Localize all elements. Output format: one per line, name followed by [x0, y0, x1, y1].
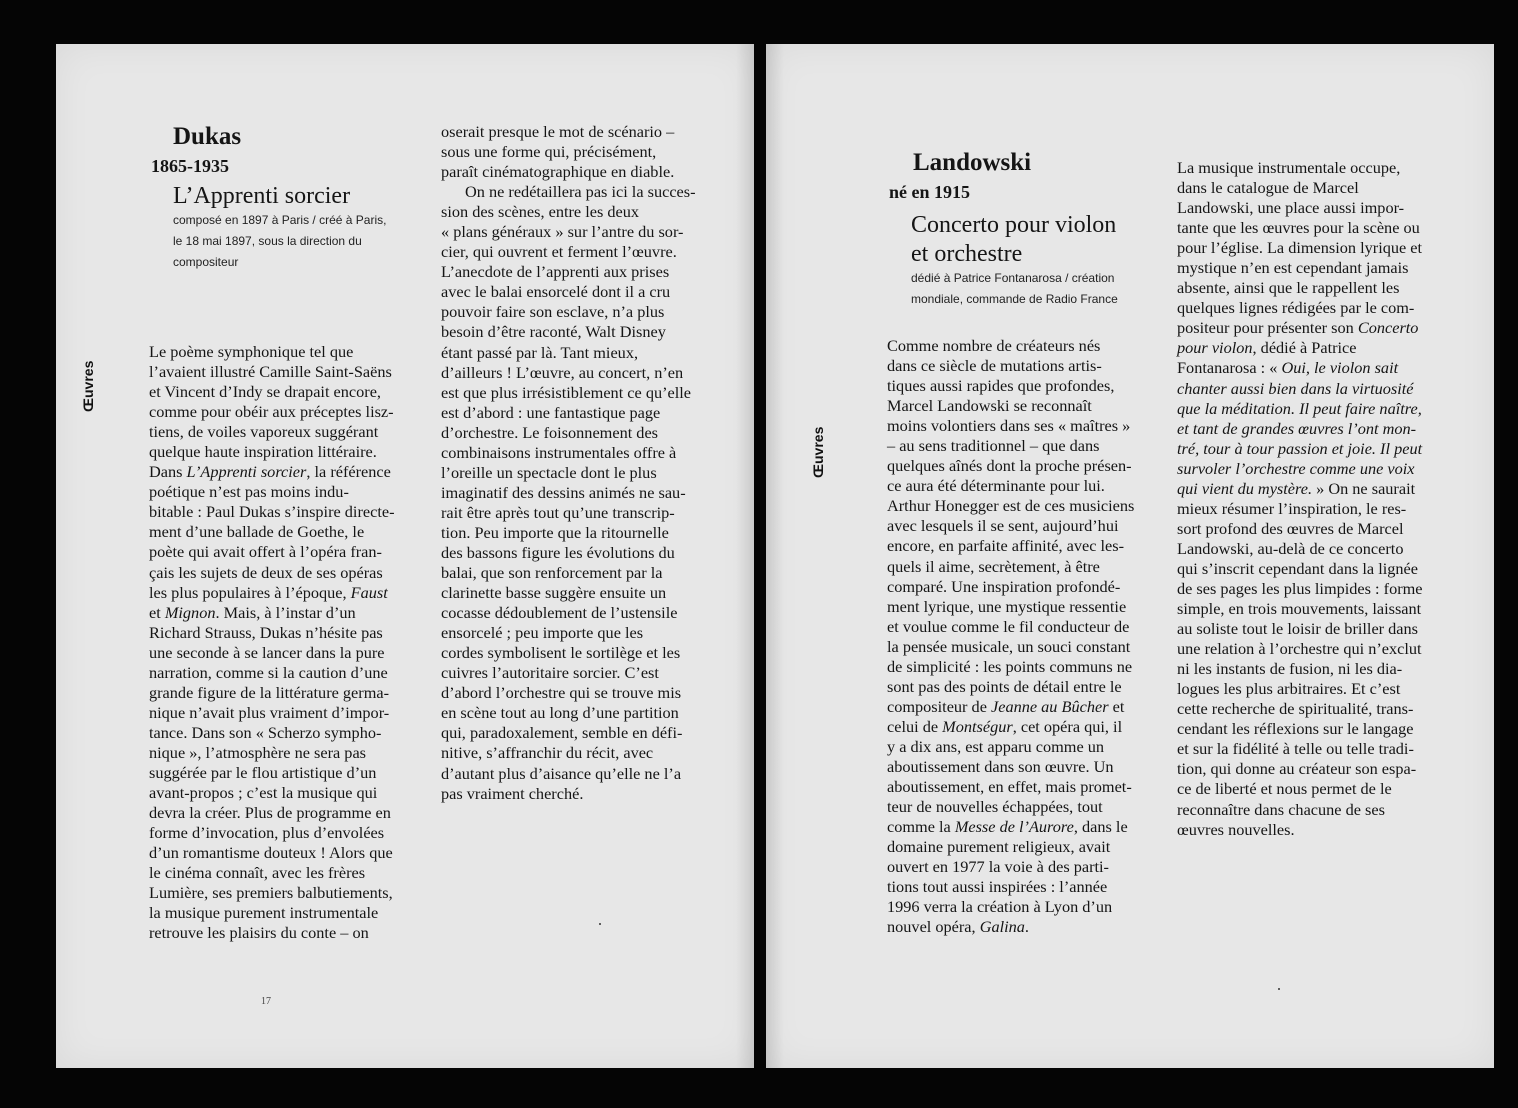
text-line: tance. Dans son « Scherzo sympho-: [149, 722, 382, 742]
text-line: ouvert en 1977 la voie à des parti-: [887, 857, 1109, 877]
text-line: L’anecdote de l’apprenti aux prises: [441, 262, 670, 282]
italic-text: Concerto: [1357, 318, 1419, 338]
text-line: cette recherche de spiritualité, trans-: [1177, 699, 1414, 719]
work-title-line: et orchestre: [911, 241, 1023, 267]
italic-text: Mignon: [164, 602, 216, 622]
composer-dates: né en 1915: [889, 182, 970, 202]
text-line: aboutissement dans son œuvre. Un: [887, 756, 1114, 776]
italic-text: et tant de grandes œuvres l’ont mon-: [1177, 418, 1417, 438]
text-line: une relation à l’orchestre qui n’exclut: [1177, 639, 1422, 659]
text-line: ment lyrique, une mystique ressentie: [887, 596, 1127, 616]
paragraph: [887, 336, 1177, 937]
credit-line: mondiale, commande de Radio France: [911, 292, 1118, 306]
text-line: [1177, 439, 1477, 459]
text-line: pour violon, dédié à Patrice: [1177, 338, 1357, 358]
text-line: le cinéma connaît, avec les frères: [149, 863, 366, 883]
text-line: balai, que son renforcement par la: [441, 563, 663, 583]
text-line: de ses pages les plus limpides : forme: [1177, 578, 1423, 598]
text-line: [1177, 399, 1477, 419]
text-line: – au sens traditionnel – que dans: [887, 436, 1100, 456]
text-line: d’autant plus d’aisance qu’elle ne l’a: [441, 763, 682, 783]
text-line: ce aura été déterminante pour lui.: [887, 476, 1105, 496]
credit-line: compositeur: [173, 255, 239, 269]
text-line: au soliste tout le loisir de briller dans: [1177, 619, 1419, 639]
text-line: Le poème symphonique tel que: [149, 342, 354, 361]
text-line: avec le balai ensorcelé dont il a cru: [441, 282, 671, 302]
paragraph: [149, 342, 439, 943]
italic-text: pour violon: [1177, 338, 1253, 358]
text-line: oserait presque le mot de scénario –: [441, 122, 675, 141]
text-line: poétique n’est pas moins indu-: [149, 482, 349, 502]
text-line: Arthur Honegger est de ces musiciens: [887, 496, 1135, 516]
text-line: bitable : Paul Dukas s’inspire directe-: [149, 502, 395, 522]
italic-text: L’Apprenti sorcier: [186, 462, 307, 482]
text-line: pour l’église. La dimension lyrique et: [1177, 238, 1423, 258]
text-line: les plus populaires à l’époque, Faust: [149, 582, 388, 602]
italic-text: chanter aussi bien dans la virtuosité: [1177, 378, 1414, 398]
paper-speck: [1278, 988, 1280, 990]
composer-dates: 1865-1935: [151, 156, 229, 176]
italic-text: Faust: [350, 582, 388, 602]
text-line: « plans généraux » sur l’antre du sor-: [441, 222, 684, 242]
paragraph: [1177, 158, 1477, 840]
work-credits: [173, 210, 386, 273]
text-line: simple, en trois mouvements, laissant: [1177, 599, 1422, 619]
text-line: clarinette basse suggère ensuite un: [441, 583, 667, 603]
section-side-label: Œuvres: [810, 426, 826, 478]
text-line: forme d’invocation, plus d’envolées: [149, 823, 385, 843]
text-line: cendant les réflexions sur le langage: [1177, 719, 1414, 739]
right-page: [766, 44, 1494, 1068]
work-title-line: Concerto pour violon: [911, 212, 1117, 238]
italic-text: Montségur: [942, 716, 1013, 736]
italic-text: tré, tour à tour passion et joie. Il peut: [1177, 438, 1423, 458]
paragraph: [441, 182, 731, 803]
italic-text: que la méditation. Il peut faire naître,: [1177, 398, 1422, 418]
text-line: imaginatif des dessins animés ne sau-: [441, 482, 686, 502]
text-line: d’un romantisme douteux ! Alors que: [149, 843, 393, 863]
text-line: [1177, 459, 1477, 479]
text-line: teur de nouvelles échappées, tout: [887, 797, 1103, 817]
text-line: cocasse dédoublement de l’ustensile: [441, 603, 678, 623]
text-line: et voulue comme le fil conducteur de: [887, 616, 1130, 636]
text-line: quelques lignes rédigées par le com-: [1177, 298, 1415, 318]
left-page: [56, 44, 754, 1068]
text-line: Dans L’Apprenti sorcier, la référence: [149, 462, 391, 482]
text-line: la pensée musicale, un souci constant: [887, 636, 1131, 656]
gutter-shadow: [766, 44, 784, 1068]
text-line: [1177, 379, 1477, 399]
text-line: Landowski, une place aussi impor-: [1177, 198, 1405, 218]
text-line: nique », l’atmosphère ne sera pas: [149, 742, 367, 762]
text-line: tion, qui donne au créateur son espa-: [1177, 759, 1417, 779]
text-line: avec lesquels il se sent, aujourd’hui: [887, 516, 1119, 536]
text-line: paraît cinématographique en diable.: [441, 162, 675, 182]
text-line: narration, comme si la caution d’une: [149, 662, 388, 682]
text-line: et Mignon. Mais, à l’instar d’un: [149, 602, 356, 622]
text-line: retrouve les plaisirs du conte – on: [149, 923, 369, 943]
text-line: quelques aînés dont la proche présen-: [887, 456, 1132, 476]
text-line: comme la Messe de l’Aurore, dans le: [887, 817, 1128, 837]
text-line: de simplicité : les points communs ne: [887, 656, 1133, 676]
text-line: absente, ainsi que le rappellent les: [1177, 278, 1400, 298]
text-line: mystique n’en est cependant jamais: [1177, 258, 1409, 278]
text-line: des bassons figure les évolutions du: [441, 542, 675, 562]
text-line: et sur la fidélité à telle ou telle tradi-: [1177, 739, 1414, 759]
text-line: et Vincent d’Indy se drapait encore,: [149, 382, 381, 402]
text-line: tiques aussi rapides que profondes,: [887, 376, 1115, 396]
text-line: Marcel Landowski se reconnaît: [887, 396, 1092, 416]
text-line: compositeur de Jeanne au Bûcher et: [887, 696, 1125, 716]
text-line: sont pas des points de détail entre le: [887, 676, 1122, 696]
body-column-2: [1177, 158, 1477, 840]
text-line: d’ailleurs ! L’œuvre, au concert, n’en: [441, 362, 684, 382]
text-line: devra la créer. Plus de programme en: [149, 803, 391, 823]
text-line: qui s’inscrit cependant dans la lignée: [1177, 558, 1418, 578]
credit-line: dédié à Patrice Fontanarosa / création: [911, 271, 1115, 285]
text-line: grande figure de la littérature germa-: [149, 682, 390, 702]
body-column-1: [887, 336, 1177, 937]
text-line: en scène tout au long d’une partition: [441, 703, 679, 723]
text-line: moins volontiers dans ses « maîtres »: [887, 416, 1131, 436]
text-line: [1177, 419, 1477, 439]
text-line: sion des scènes, entre les deux: [441, 202, 640, 222]
text-line: pouvoir faire son esclave, n’a plus: [441, 302, 665, 322]
text-line: l’oreille un spectacle dont le plus: [441, 462, 657, 482]
text-line: est que plus irrésistiblement ce qu’elle: [441, 382, 692, 402]
italic-text: Oui, le violon sait: [1281, 358, 1399, 378]
text-line: Richard Strauss, Dukas n’hésite pas: [149, 622, 383, 642]
text-line: Lumière, ses premiers balbutiements,: [149, 883, 393, 903]
text-line: logues les plus arbitraires. Et c’est: [1177, 679, 1401, 699]
text-line: nitive, s’affranchir du récit, avec: [441, 743, 654, 763]
text-line: ment d’une ballade de Goethe, le: [149, 522, 365, 542]
body-column-2: [441, 122, 731, 804]
paper-speck: [599, 923, 601, 925]
text-line: nouvel opéra, Galina.: [887, 917, 1029, 937]
italic-text: survoler l’orchestre comme une voix: [1177, 458, 1415, 478]
text-line: pas vraiment cherché.: [441, 783, 584, 803]
text-line: comme pour obéir aux préceptes lisz-: [149, 402, 394, 422]
text-line: Fontanarosa : « Oui, le violon sait: [1177, 358, 1399, 378]
text-line: cordes symbolisent le sortilège et les: [441, 643, 681, 663]
text-line: tante que les œuvres pour la scène ou: [1177, 218, 1420, 238]
text-line: d’orchestre. Le foisonnement des: [441, 422, 659, 442]
text-line: dans le catalogue de Marcel: [1177, 178, 1359, 198]
text-line: aboutissement, en effet, mais promet-: [887, 777, 1132, 797]
text-line: On ne redétaillera pas ici la succes-: [465, 182, 696, 202]
text-line: qui vient du mystère. » On ne saurait: [1177, 478, 1416, 498]
text-line: celui de Montségur, cet opéra qui, il: [887, 716, 1123, 736]
work-title: L’Apprenti sorcier: [173, 183, 351, 209]
text-line: positeur pour présenter son Concerto: [1177, 318, 1419, 338]
text-line: suggérée par le flou artistique d’un: [149, 762, 377, 782]
text-line: qui, paradoxalement, semble en défi-: [441, 723, 683, 743]
composer-name: Dukas: [173, 123, 242, 150]
text-line: encore, en parfaite affinité, avec les-: [887, 536, 1124, 556]
text-line: combinaisons instrumentales offre à: [441, 442, 677, 462]
work-title: [911, 211, 1116, 269]
text-line: cuivres l’autoritaire sorcier. C’est: [441, 663, 659, 683]
section-side-label: Œuvres: [80, 360, 96, 412]
text-line: tions tout aussi inspirées : l’année: [887, 877, 1108, 897]
text-line: dans ce siècle de mutations artis-: [887, 356, 1102, 376]
text-line: reconnaître dans chacune de ses: [1177, 799, 1385, 819]
text-line: ensorcelé ; peu importe que les: [441, 623, 644, 643]
gutter-shadow: [736, 44, 754, 1068]
text-line: quelque haute inspiration littéraire.: [149, 442, 377, 462]
credit-line: composé en 1897 à Paris / créé à Paris,: [173, 213, 387, 227]
text-line: étant passé par là. Tant mieux,: [441, 342, 639, 362]
text-line: sous une forme qui, précisément,: [441, 142, 657, 162]
text-line: besoin d’être raconté, Walt Disney: [441, 322, 666, 342]
text-line: une seconde à se lancer dans la pure: [149, 642, 385, 662]
text-line: 1996 verra la création à Lyon d’un: [887, 897, 1113, 917]
page-number: 17: [261, 996, 271, 1007]
italic-text: Messe de l’Aurore: [954, 817, 1074, 837]
italic-text: Jeanne au Bûcher: [991, 696, 1109, 716]
italic-text: qui vient du mystère.: [1177, 478, 1313, 498]
credit-line: le 18 mai 1897, sous la direction du: [173, 234, 362, 248]
text-line: mieux résumer l’inspiration, le res-: [1177, 498, 1407, 518]
text-line: œuvres nouvelles.: [1177, 819, 1295, 839]
text-line: comparé. Une inspiration profondé-: [887, 576, 1121, 596]
text-line: çais les sujets de deux de ses opéras: [149, 562, 383, 582]
text-line: est d’abord : une fantastique page: [441, 402, 661, 422]
text-line: y a dix ans, est apparu comme un: [887, 736, 1105, 756]
text-line: sort profond des œuvres de Marcel: [1177, 518, 1404, 538]
text-line: ce de liberté et nous permet de le: [1177, 779, 1392, 799]
text-line: cier, qui ouvrent et ferment l’œuvre.: [441, 242, 677, 262]
text-line: tiens, de voiles vaporeux suggérant: [149, 422, 379, 442]
text-line: Landowski, au-delà de ce concerto: [1177, 538, 1404, 558]
text-line: d’abord l’orchestre qui se trouve mis: [441, 683, 682, 703]
text-line: avant-propos ; c’est la musique qui: [149, 783, 378, 803]
text-line: rait être après tout qu’une transcrip-: [441, 502, 675, 522]
composer-name: Landowski: [913, 149, 1032, 176]
text-line: l’avaient illustré Camille Saint-Saëns: [149, 362, 392, 382]
text-line: ni les instants de fusion, ni les dia-: [1177, 659, 1403, 679]
text-line: domaine purement religieux, avait: [887, 837, 1111, 857]
body-column-1: [149, 342, 439, 943]
text-line: La musique instrumentale occupe,: [1177, 158, 1401, 177]
text-line: la musique purement instrumentale: [149, 903, 379, 923]
text-line: tion. Peu importe que la ritournelle: [441, 522, 669, 542]
paragraph: [441, 122, 731, 182]
text-line: nique n’avait plus vraiment d’impor-: [149, 702, 390, 722]
text-line: quels il aime, secrètement, à être: [887, 556, 1100, 576]
text-line: poète qui avait offert à l’opéra fran-: [149, 542, 382, 562]
italic-text: Galina: [979, 917, 1025, 937]
text-line: Comme nombre de créateurs nés: [887, 336, 1101, 355]
work-credits: [911, 268, 1118, 310]
